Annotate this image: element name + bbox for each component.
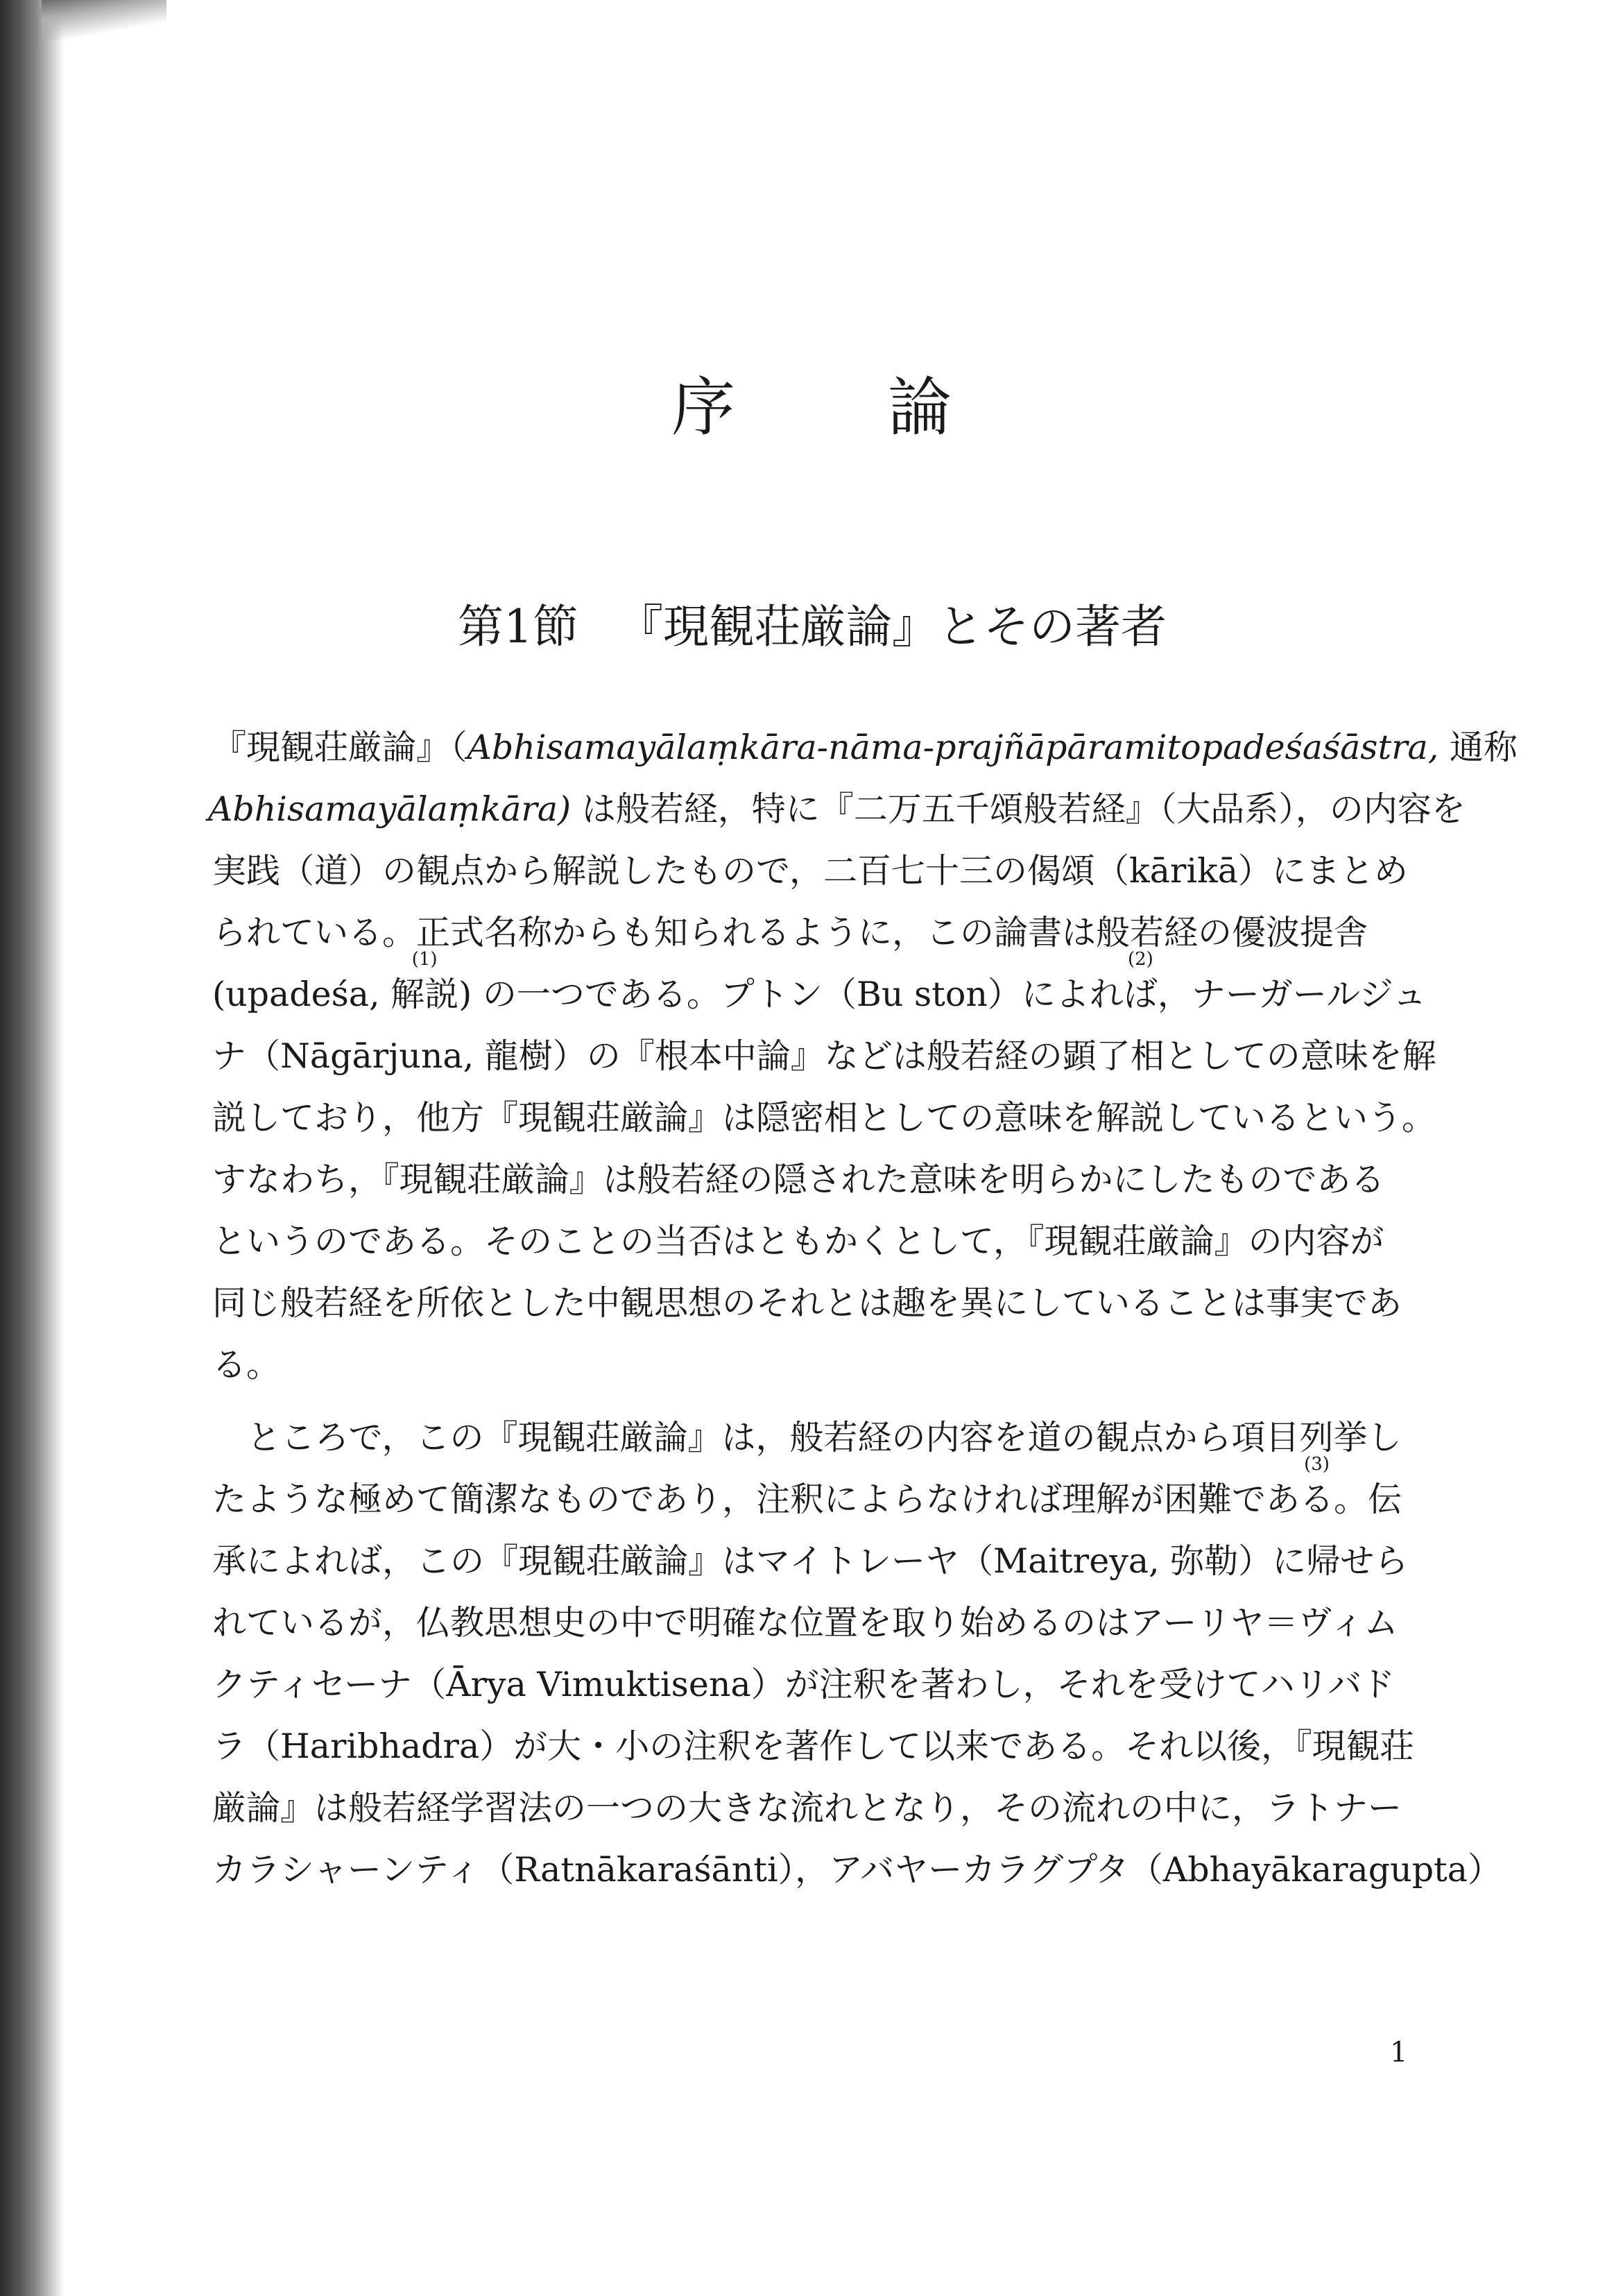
para1-line8: すなわち，『現観荘厳論』は般若経の隠された意味を明らかにしたものである	[212, 1160, 1385, 1199]
footnote-ref-2: (2) ば	[1123, 949, 1158, 1014]
sanskrit-short-title: Abhisamayālaṃkāra)	[208, 789, 572, 829]
para1-line7: 説しており，他方『現観荘厳論』は隠密相としての意味を解説しているという。	[212, 1098, 1436, 1138]
chapter-title: 序論	[671, 370, 1104, 445]
para2-line7: 厳論』は般若経学習法の一つの大きな流れとなり，その流れの中に，ラトナー	[212, 1788, 1402, 1828]
para2-line2: たような極めて簡潔なものであり，注釈によらなければ理解が困難であ (3) る。伝	[212, 1454, 1402, 1519]
section-title: 『現観荘厳論』とその著者	[617, 600, 1167, 653]
footnote-ref-1: (1) 解説	[390, 949, 459, 1014]
para2-line1: ところで，この『現観荘厳論』は，般若経の内容を道の観点から項目列挙し	[247, 1418, 1402, 1457]
para1-line10: 同じ般若経を所依とした中観思想のそれとは趣を異にしていることは事実であ	[212, 1283, 1402, 1323]
scan-shadow-edge	[0, 0, 64, 2296]
para1-line6: ナ（Nāgārjuna, 龍樹）の『根本中論』などは般若経の顕了相としての意味を解	[212, 1036, 1436, 1076]
page-number: 1	[1390, 2037, 1408, 2068]
para2-line6: ラ（Haribhadra）が大・小の注釈を著作して以来である。それ以後，『現観荘	[212, 1727, 1414, 1766]
para2-line4: れているが，仏教思想史の中で明確な位置を取り始めるのはアーリヤ＝ヴィム	[212, 1603, 1398, 1643]
sanskrit-full-title: Abhisamayālaṃkāra-nāma-prajñāpāramitopadeśaśāstra,	[467, 728, 1439, 767]
para1-line9: というのである。そのことの当否はともかくとして，『現観荘厳論』の内容が	[212, 1222, 1384, 1261]
para1-line11: る。	[212, 1345, 281, 1385]
section-number: 第1節	[458, 600, 578, 653]
footnote-ref-3: (3) る	[1300, 1454, 1334, 1519]
para2-line3: 承によれば，この『現観荘厳論』はマイトレーヤ（Maitreya, 弥勒）に帰せら	[212, 1541, 1409, 1581]
para1-line2: Abhisamayālaṃkāra) は般若経，特に『二万五千頌般若経』（大品系），の内容を	[208, 789, 1466, 829]
section-heading	[458, 590, 1167, 656]
para1-line1: 『現観荘厳論』（Abhisamayālaṃkāra-nāma-prajñāpāramitopadeśaśāstra, 通称	[212, 728, 1518, 767]
para2-line5: クティセーナ（Ārya Vimuktisena）が注釈を著わし，それを受けてハリバド	[212, 1665, 1396, 1704]
para2-line8: カラシャーンティ（Ratnākaraśānti），アバヤーカラグプタ（Abhayākaragupta）	[212, 1850, 1502, 1890]
para1-line5: (upadeśa, (1) 解説) の一つである。プトン（Bu ston）によれ (2) ば，ナーガールジュ	[212, 949, 1427, 1014]
para1-line3: 実践（道）の観点から解説したもので，二百七十三の偈頌（kārikā）にまとめ	[212, 851, 1408, 891]
para1-line4: られている。正式名称からも知られるように，この論書は般若経の優波提舎	[212, 913, 1368, 952]
scan-shadow-corner	[42, 0, 166, 42]
